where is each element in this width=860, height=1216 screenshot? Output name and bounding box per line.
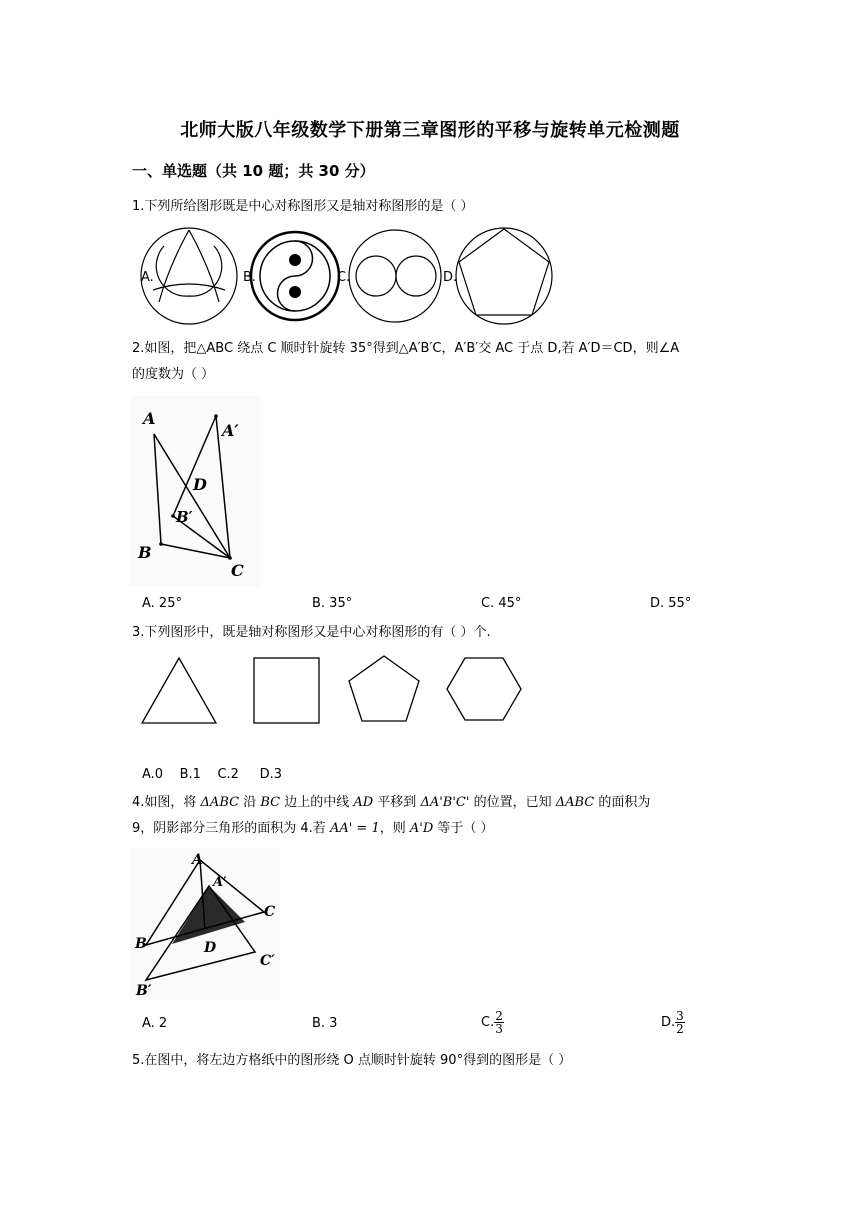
question-5-text: 5.在图中，将左边方格纸中的图形绕 O 点顺时针旋转 90°得到的图形是（ ） xyxy=(132,1053,572,1068)
question-4-option-c: C. $\frac{2}{3}$ xyxy=(481,1009,503,1036)
question-1-option-a: A. xyxy=(141,270,154,285)
question-4-figure xyxy=(130,848,280,1000)
question-4-line-1: 4.如图，将 ΔABC 沿 BC 边上的中线 AD 平移到 ΔA'B'C' 的位置，已知 ΔABC 的面积为 xyxy=(132,795,651,810)
option-b-figure xyxy=(251,232,339,320)
question-2-line-2: 的度数为（ ） xyxy=(132,367,215,382)
question-2-figure xyxy=(130,396,260,586)
question-3-text: 3.下列图形中，既是轴对称图形又是中心对称图形的有（ ）个. xyxy=(132,625,491,640)
option-d-figure xyxy=(456,228,552,324)
fraction-d: $\frac{3}{2}$ xyxy=(676,1009,684,1036)
question-2-figure-svg xyxy=(130,396,260,586)
page-title: 北师大版八年级数学下册第三章图形的平移与旋转单元检测题 xyxy=(180,120,680,141)
section-heading: 一、单选题（共 10 题；共 30 分） xyxy=(132,162,375,180)
question-4-line-2: 9，阴影部分三角形的面积为 4.若 AA' = 1，则 A'D 等于（ ） xyxy=(132,821,494,836)
question-2-line-1: 2.如图，把△ABC 绕点 C 顺时针旋转 35°得到△A′B′C，A′B′交 AC 于点 D,若 A′D＝CD，则∠A xyxy=(132,341,680,356)
question-2-option-d: D. 55° xyxy=(650,596,692,611)
label-c: C xyxy=(231,561,244,580)
pentagon-shape xyxy=(349,656,419,721)
label-b-prime: B′ xyxy=(176,508,193,526)
question-1-option-c: C. xyxy=(337,270,351,285)
label-a: A xyxy=(192,852,203,868)
label-b-prime: B′ xyxy=(136,983,152,999)
fraction-c: $\frac{2}{3}$ xyxy=(495,1009,503,1036)
hexagon-shape xyxy=(447,658,521,720)
label-d: D xyxy=(193,475,207,494)
question-4-option-a: A. 2 xyxy=(142,1016,168,1031)
question-1-option-d: D. xyxy=(443,270,458,285)
label-a-prime: A′ xyxy=(222,421,239,440)
question-3-figure xyxy=(136,650,528,730)
question-4-figure-svg xyxy=(130,848,280,1000)
label-c: C xyxy=(264,904,276,920)
label-c-prime: C′ xyxy=(260,953,275,969)
question-1-option-b: B. xyxy=(243,270,257,285)
question-4-option-d: D. $\frac{3}{2}$ xyxy=(661,1009,684,1036)
option-c-figure xyxy=(349,230,441,322)
triangle-shape xyxy=(142,658,216,723)
question-2-option-b: B. 35° xyxy=(312,596,353,611)
question-4-option-b: B. 3 xyxy=(312,1016,338,1031)
label-d: D xyxy=(204,940,217,956)
label-a-prime: A′ xyxy=(213,875,227,890)
question-1-text: 1.下列所给图形既是中心对称图形又是轴对称图形的是（ ） xyxy=(132,199,474,214)
question-2-option-a: A. 25° xyxy=(142,596,182,611)
question-3-options: A.0 B.1 C.2 D.3 xyxy=(142,767,283,782)
option-a-figure xyxy=(140,228,237,324)
question-3-shapes-svg xyxy=(136,650,528,730)
square-shape xyxy=(254,658,319,723)
question-2-option-c: C. 45° xyxy=(481,596,522,611)
label-a: A xyxy=(143,409,156,428)
label-b: B xyxy=(138,543,152,562)
label-b: B xyxy=(135,936,147,952)
